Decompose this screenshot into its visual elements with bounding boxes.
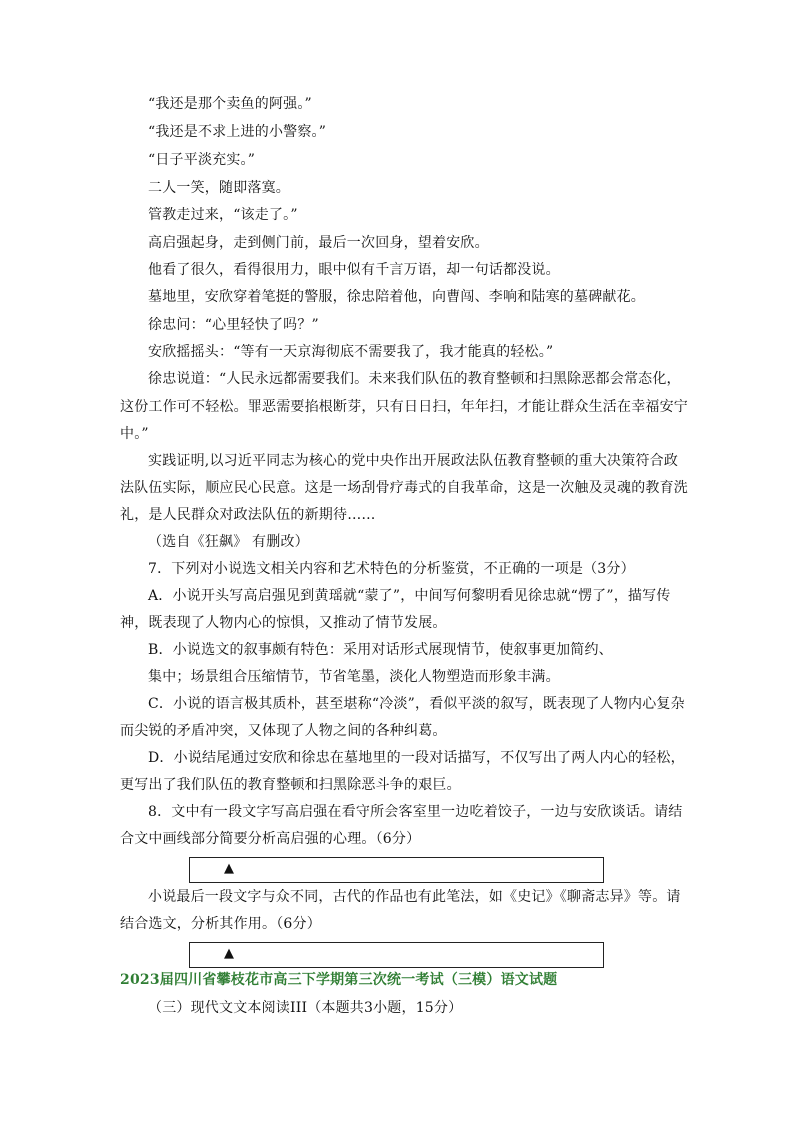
- section-heading: （三）现代文文本阅读III（本题共3小题，15分）: [148, 1000, 463, 1016]
- option-c-line: C．小说的语言极其质朴，甚至堪称“冷淡”，看似平淡的叙写，既表现了人物内心复杂: [148, 696, 685, 712]
- question-8-stem: 合文中画线部分简要分析高启强的心理。（6分）: [120, 831, 421, 847]
- option-a-line: 神，既表现了人物内心的惊惧，又推动了情节发展。: [120, 615, 447, 631]
- option-b-line: B．小说选文的叙事颇有特色：采用对话形式展现情节，使叙事更加简约、: [148, 642, 613, 658]
- paragraph-line: 法队伍实际，顺应民心民意。这是一场刮骨疗毒式的自我革命，这是一次触及灵魂的教育洗: [120, 480, 688, 496]
- paragraph-line: 礼，是人民群众对政法队伍的新期待……: [120, 507, 376, 523]
- option-d-line: D．小说结尾通过安欣和徐忠在墓地里的一段对话描写，不仅写出了两人内心的轻松，: [148, 750, 685, 766]
- paragraph-line: 徐忠问：“心里轻快了吗？”: [148, 317, 319, 333]
- paragraph-line: 实践证明,以习近平同志为核心的党中央作出开展政法队伍教育整顿的重大决策符合政: [148, 453, 679, 469]
- answer-box-q8[interactable]: [189, 857, 604, 883]
- paragraph-line: 管教走过来，“该走了。”: [148, 207, 298, 223]
- dialogue-line: “我还是那个卖鱼的阿强。”: [148, 96, 312, 112]
- dialogue-line: “我还是不求上进的小警察。”: [148, 124, 327, 140]
- paragraph-line: 二人一笑，随即落寞。: [148, 180, 290, 196]
- triangle-marker-icon: ▲: [224, 946, 234, 961]
- exam-source-title: 2023届四川省攀枝花市高三下学期第三次统一考试（三模）语文试题: [120, 972, 558, 988]
- paragraph-line: 中。”: [120, 426, 149, 442]
- answer-box-q9[interactable]: [189, 942, 604, 968]
- paragraph-line: 安欣摇摇头：“等有一天京海彻底不需要我了，我才能真的轻松。”: [148, 344, 554, 360]
- paragraph-line: 徐忠说道：“人民永远都需要我们。未来我们队伍的教育整顿和扫黑除恶都会常态化，: [148, 371, 681, 387]
- question-9-stem: 小说最后一段文字与众不同，古代的作品也有此笔法，如《史记》《聊斋志异》等。请: [148, 889, 681, 905]
- paragraph-line: 墓地里，安欣穿着笔挺的警服，徐忠陪着他，向曹闯、李响和陆寒的墓碑献花。: [148, 289, 645, 305]
- option-a-line: A．小说开头写高启强见到黄瑶就“蒙了”，中间写何黎明看见徐忠就“愣了”，描写传: [148, 588, 671, 604]
- question-9-stem: 结合选文，分析其作用。（6分）: [120, 916, 321, 932]
- triangle-marker-icon: ▲: [224, 861, 234, 876]
- question-7-stem: 7．下列对小说选文相关内容和艺术特色的分析鉴赏，不正确的一项是（3分）: [148, 561, 635, 577]
- paragraph-line: 他看了很久，看得很用力，眼中似有千言万语，却一句话都没说。: [148, 262, 560, 278]
- question-8-stem: 8．文中有一段文字写高启强在看守所会客室里一边吃着饺子，一边与安欣谈话。请结: [148, 804, 683, 820]
- option-c-line: 而尖锐的矛盾冲突，又体现了人物之间的各种纠葛。: [120, 723, 447, 739]
- option-d-line: 更写出了我们队伍的教育整顿和扫黑除恶斗争的艰巨。: [120, 777, 461, 793]
- option-b-line: 集中；场景组合压缩情节，节省笔墨，淡化人物塑造而形象丰满。: [148, 669, 560, 685]
- paragraph-line: 这份工作可不轻松。罪恶需要掐根断芽，只有日日扫，年年扫，才能让群众生活在幸福安宁: [120, 399, 688, 415]
- source-citation: （选自《狂飙》 有删改）: [148, 534, 309, 550]
- paragraph-line: 高启强起身，走到侧门前，最后一次回身，望着安欣。: [148, 235, 489, 251]
- dialogue-line: “日子平淡充实。”: [148, 152, 256, 168]
